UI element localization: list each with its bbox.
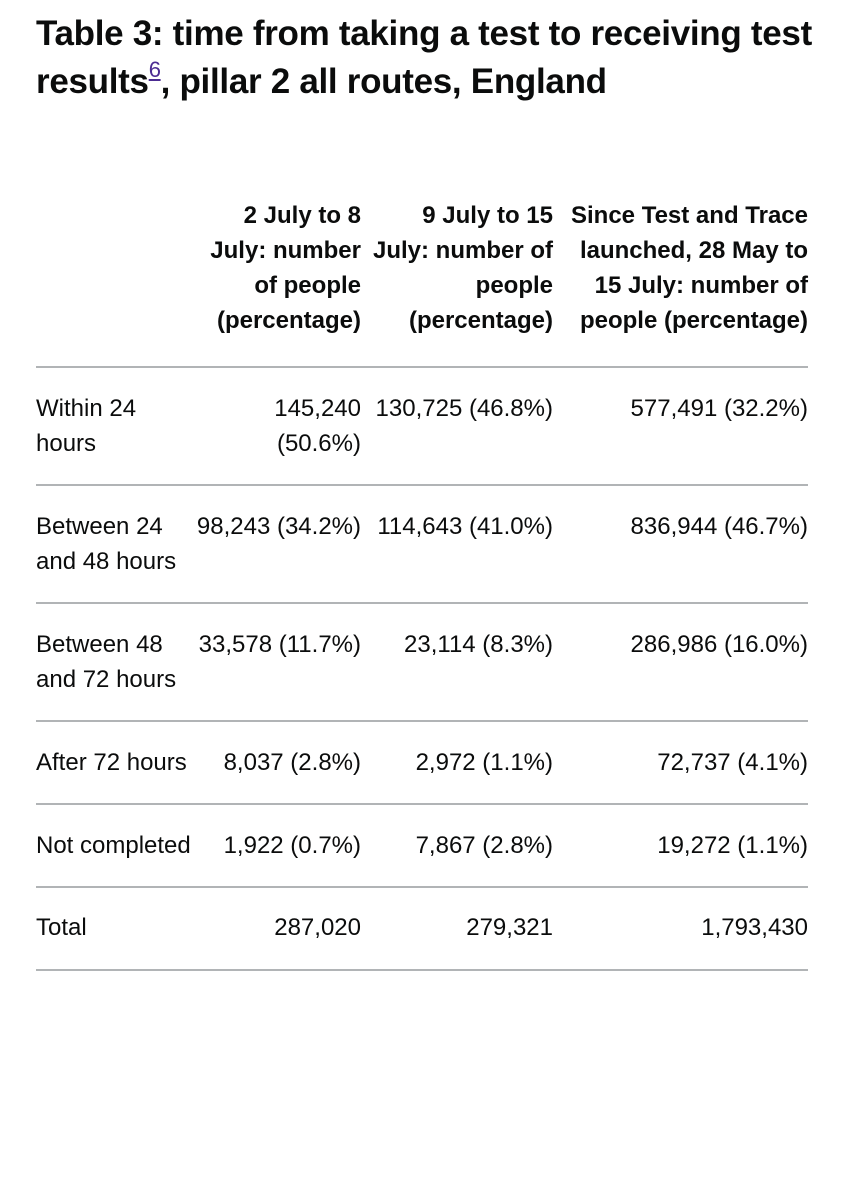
row-label: After 72 hours	[36, 721, 191, 804]
table-cell: 286,986 (16.0%)	[553, 603, 808, 721]
results-table	[36, 198, 808, 971]
row-label: Between 24 and 48 hours	[36, 485, 191, 603]
table-row	[36, 721, 808, 804]
table-row-total	[36, 887, 808, 970]
table-row	[36, 367, 808, 485]
row-label: Not completed	[36, 804, 191, 887]
column-header-2-8-july: 2 July to 8 July: number of people (percentage)	[191, 198, 361, 367]
row-label: Total	[36, 887, 191, 970]
table-cell: 577,491 (32.2%)	[553, 367, 808, 485]
column-header-9-15-july: 9 July to 15 July: number of people (percentage)	[361, 198, 553, 367]
table-cell: 287,020	[191, 887, 361, 970]
table-cell: 7,867 (2.8%)	[361, 804, 553, 887]
table-cell: 33,578 (11.7%)	[191, 603, 361, 721]
table-cell: 23,114 (8.3%)	[361, 603, 553, 721]
table-cell: 145,240 (50.6%)	[191, 367, 361, 485]
table-cell: 279,321	[361, 887, 553, 970]
row-label: Within 24 hours	[36, 367, 191, 485]
table-cell: 130,725 (46.8%)	[361, 367, 553, 485]
table-row	[36, 603, 808, 721]
table-cell: 98,243 (34.2%)	[191, 485, 361, 603]
column-header-empty	[36, 198, 191, 367]
table-cell: 19,272 (1.1%)	[553, 804, 808, 887]
table-header-row	[36, 198, 808, 367]
table-cell: 72,737 (4.1%)	[553, 721, 808, 804]
row-label: Between 48 and 72 hours	[36, 603, 191, 721]
footnote-link[interactable]: 6	[148, 57, 161, 82]
title-text: Table 3: time from taking a test to receiving test results	[36, 14, 812, 101]
table-cell: 1,922 (0.7%)	[191, 804, 361, 887]
table-row	[36, 804, 808, 887]
table-row	[36, 485, 808, 603]
table-cell: 8,037 (2.8%)	[191, 721, 361, 804]
title-text-suffix: , pillar 2 all routes, England	[160, 62, 607, 101]
table-cell: 114,643 (41.0%)	[361, 485, 553, 603]
table-cell: 1,793,430	[553, 887, 808, 970]
page-title	[36, 10, 816, 106]
table-cell: 2,972 (1.1%)	[361, 721, 553, 804]
table-cell: 836,944 (46.7%)	[553, 485, 808, 603]
column-header-since-launch: Since Test and Trace launched, 28 May to 15 July: number of people (percentage)	[553, 198, 808, 367]
